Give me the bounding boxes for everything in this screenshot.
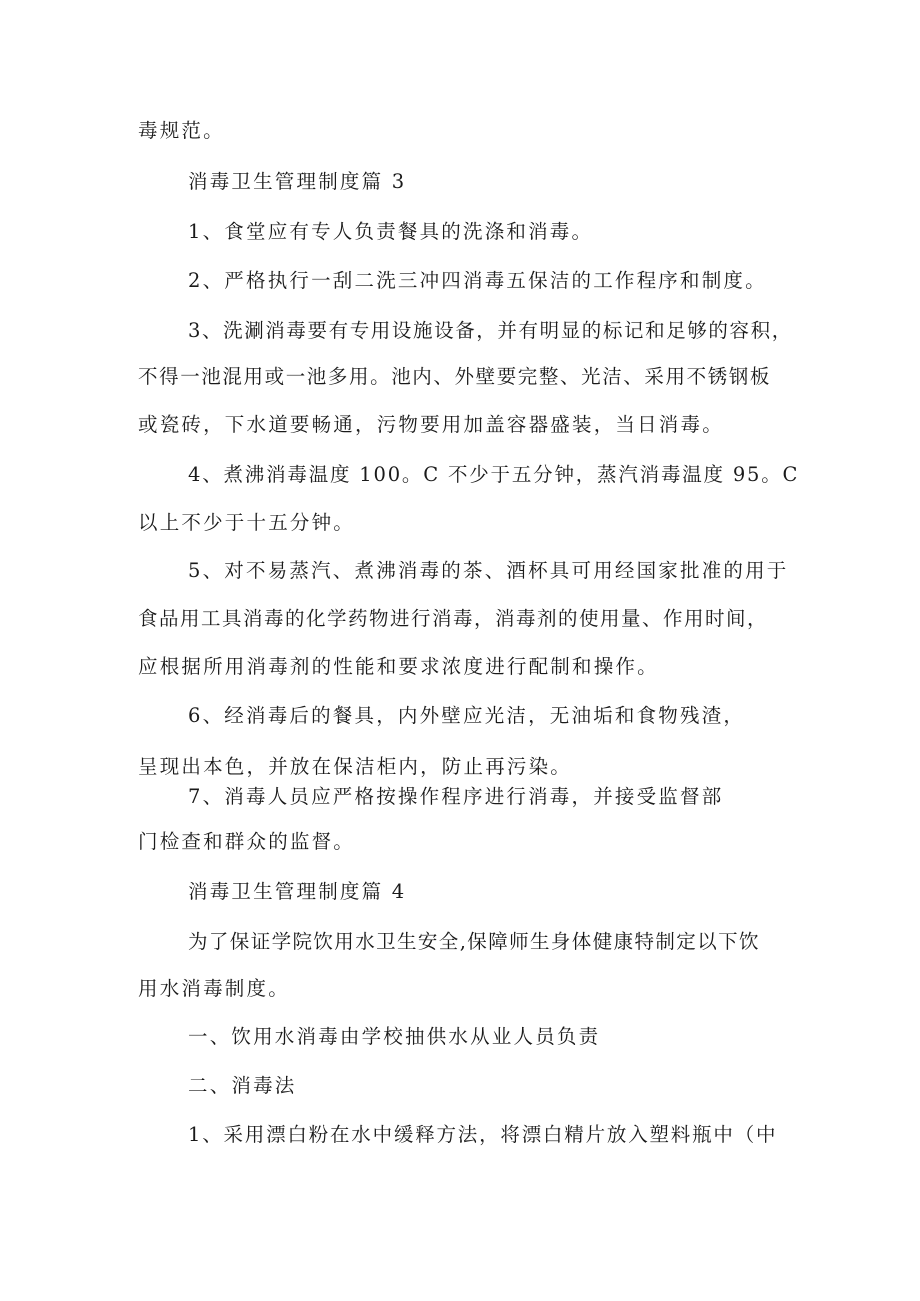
text-line: 2、严格执行一刮二洗三冲四消毒五保洁的工作程序和制度。: [188, 269, 767, 292]
section-heading: 消毒卫生管理制度篇 3: [188, 170, 407, 193]
text-line: 一、饮用水消毒由学校抽供水从业人员负责: [188, 1025, 601, 1048]
text-line: 呈现出本色，并放在保洁柜内，防止再污染。: [138, 755, 573, 778]
text-line: 不得一池混用或一池多用。池内、外壁要完整、光洁、采用不锈钢板: [138, 365, 772, 388]
text-line: 为了保证学院饮用水卫生安全,保障师生身体健康特制定以下饮: [188, 930, 760, 953]
section-heading: 消毒卫生管理制度篇 4: [188, 880, 407, 903]
text-line: 门检查和群众的监督。: [138, 830, 356, 853]
text-line: 二、消毒法: [188, 1074, 297, 1097]
text-line: 4、煮沸消毒温度 100。C 不少于五分钟，蒸汽消毒温度 95。C: [188, 463, 800, 486]
text-line: 7、消毒人员应严格按操作程序进行消毒，并接受监督部: [188, 785, 724, 808]
text-line: 6、经消毒后的餐具，内外壁应光洁，无油垢和食物残渣，: [188, 704, 746, 727]
text-line: 食品用工具消毒的化学药物进行消毒，消毒剂的使用量、作用时间，: [138, 607, 769, 630]
text-line: 5、对不易蒸汽、煮沸消毒的茶、酒杯具可用经国家批准的用于: [188, 559, 789, 582]
text-line: 或瓷砖，下水道要畅通，污物要用加盖容器盛装，当日消毒。: [138, 413, 724, 436]
text-line: 3、洗涮消毒要有专用设施设备，并有明显的标记和足够的容积，: [188, 319, 793, 342]
text-line: 1、采用漂白粉在水中缓释方法，将漂白精片放入塑料瓶中（中: [188, 1123, 778, 1146]
text-line: 以上不少于十五分钟。: [138, 511, 356, 534]
text-line: 用水消毒制度。: [138, 977, 290, 1000]
text-line: 应根据所用消毒剂的性能和要求浓度进行配制和操作。: [138, 655, 659, 678]
text-line: 毒规范。: [138, 119, 225, 142]
text-line: 1、食堂应有专人负责餐具的洗涤和消毒。: [188, 220, 594, 243]
